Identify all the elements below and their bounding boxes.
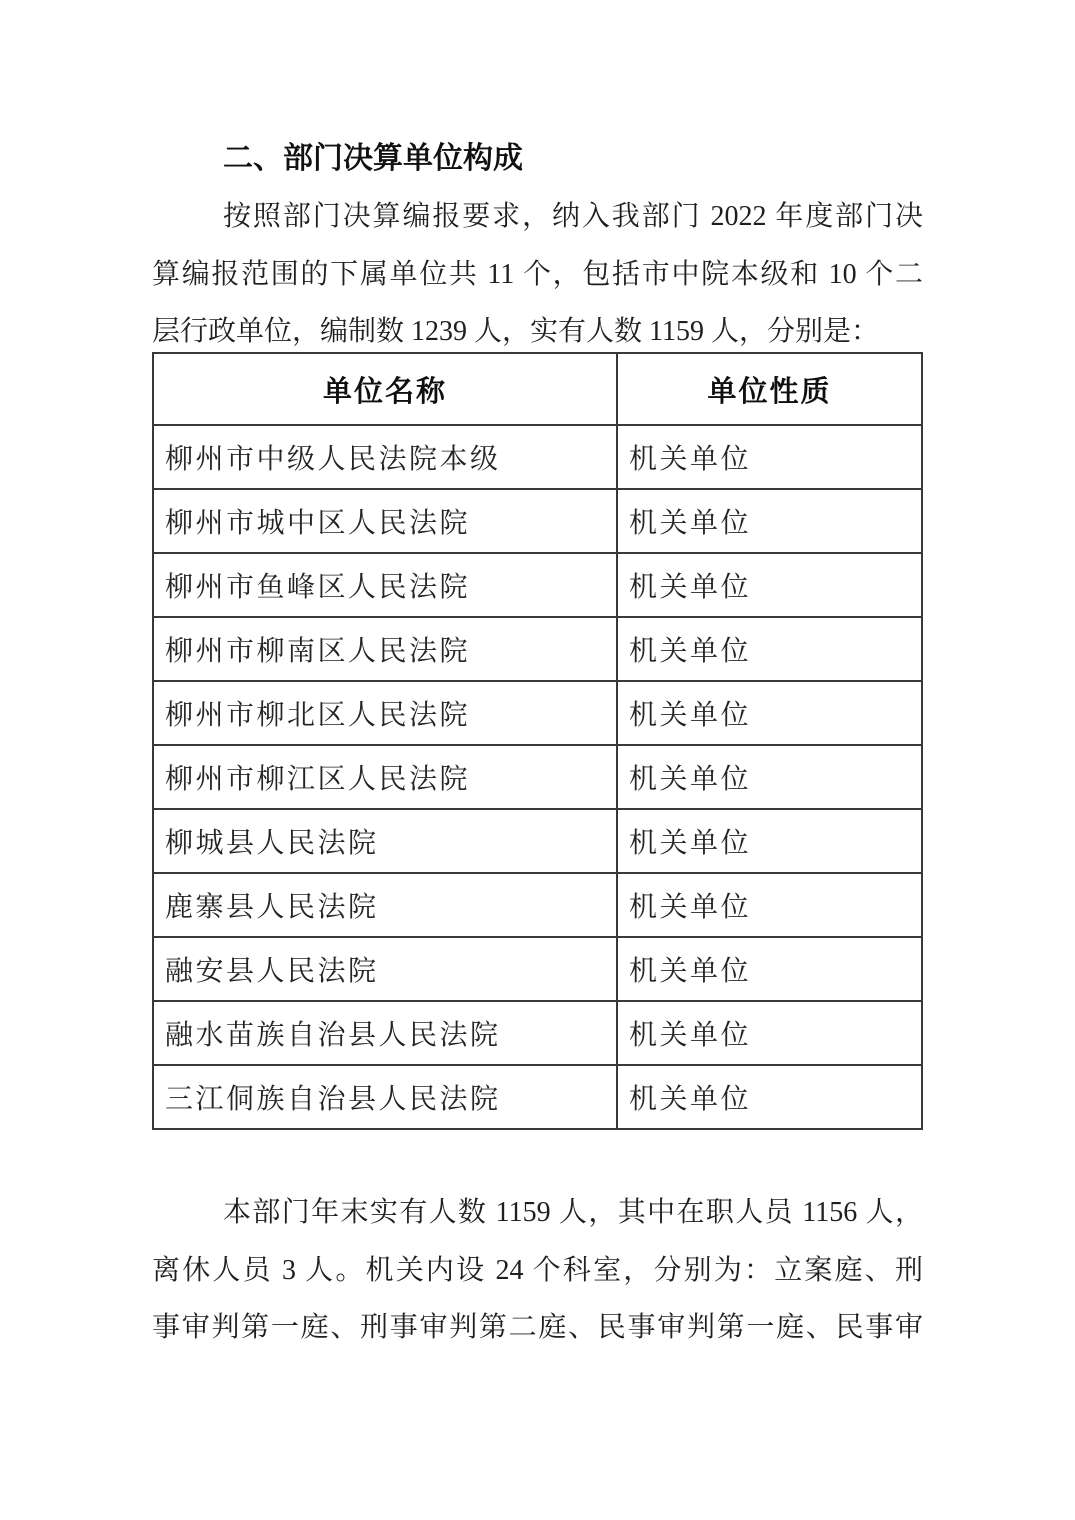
paragraph-line: 本部门年末实有人数 1159 人，其中在职人员 1156 人， — [223, 1197, 923, 1228]
table-row — [153, 489, 922, 553]
table-header-row — [153, 353, 922, 425]
unit-name-cell: 柳州市柳南区人民法院 — [153, 617, 617, 681]
paragraph-line: 算编报范围的下属单位共 11 个，包括市中院本级和 10 个二 — [152, 258, 923, 290]
unit-name-cell: 鹿寨县人民法院 — [153, 873, 617, 937]
unit-type-cell: 机关单位 — [617, 873, 922, 937]
table-row — [153, 745, 922, 809]
unit-name-cell: 融安县人民法院 — [153, 937, 617, 1001]
paragraph-line: 离休人员 3 人。机关内设 24 个科室，分别为：立案庭、刑 — [152, 1254, 923, 1286]
table-row — [153, 873, 922, 937]
table-header-unit-type: 单位性质 — [617, 353, 922, 425]
unit-type-cell: 机关单位 — [617, 809, 922, 873]
unit-name-cell: 柳州市鱼峰区人民法院 — [153, 553, 617, 617]
unit-name-cell: 柳州市柳江区人民法院 — [153, 745, 617, 809]
table-header-unit-name: 单位名称 — [153, 353, 617, 425]
table-row — [153, 425, 922, 489]
intro-paragraph — [152, 188, 923, 361]
table-row — [153, 681, 922, 745]
unit-type-cell: 机关单位 — [617, 425, 922, 489]
unit-type-cell: 机关单位 — [617, 937, 922, 1001]
table-row — [153, 809, 922, 873]
unit-name-cell: 柳州市柳北区人民法院 — [153, 681, 617, 745]
table-row — [153, 553, 922, 617]
unit-name-cell: 柳城县人民法院 — [153, 809, 617, 873]
closing-paragraph — [152, 1184, 923, 1357]
unit-type-cell: 机关单位 — [617, 681, 922, 745]
table-row — [153, 937, 922, 1001]
unit-type-cell: 机关单位 — [617, 489, 922, 553]
units-table — [152, 352, 923, 1130]
table-row — [153, 1001, 922, 1065]
paragraph-line: 按照部门决算编报要求，纳入我部门 2022 年度部门决 — [223, 201, 923, 232]
unit-name-cell: 三江侗族自治县人民法院 — [153, 1065, 617, 1129]
table-row — [153, 1065, 922, 1129]
unit-name-cell: 柳州市中级人民法院本级 — [153, 425, 617, 489]
section-heading: 二、部门决算单位构成 — [223, 142, 523, 175]
unit-name-cell: 柳州市城中区人民法院 — [153, 489, 617, 553]
unit-name-cell: 融水苗族自治县人民法院 — [153, 1001, 617, 1065]
paragraph-line: 事审判第一庭、刑事审判第二庭、民事审判第一庭、民事审 — [152, 1312, 923, 1343]
unit-type-cell: 机关单位 — [617, 745, 922, 809]
unit-type-cell: 机关单位 — [617, 1065, 922, 1129]
table-row — [153, 617, 922, 681]
paragraph-line: 层行政单位，编制数 1239 人，实有人数 1159 人，分别是： — [152, 316, 879, 347]
unit-type-cell: 机关单位 — [617, 617, 922, 681]
unit-type-cell: 机关单位 — [617, 553, 922, 617]
unit-type-cell: 机关单位 — [617, 1001, 922, 1065]
